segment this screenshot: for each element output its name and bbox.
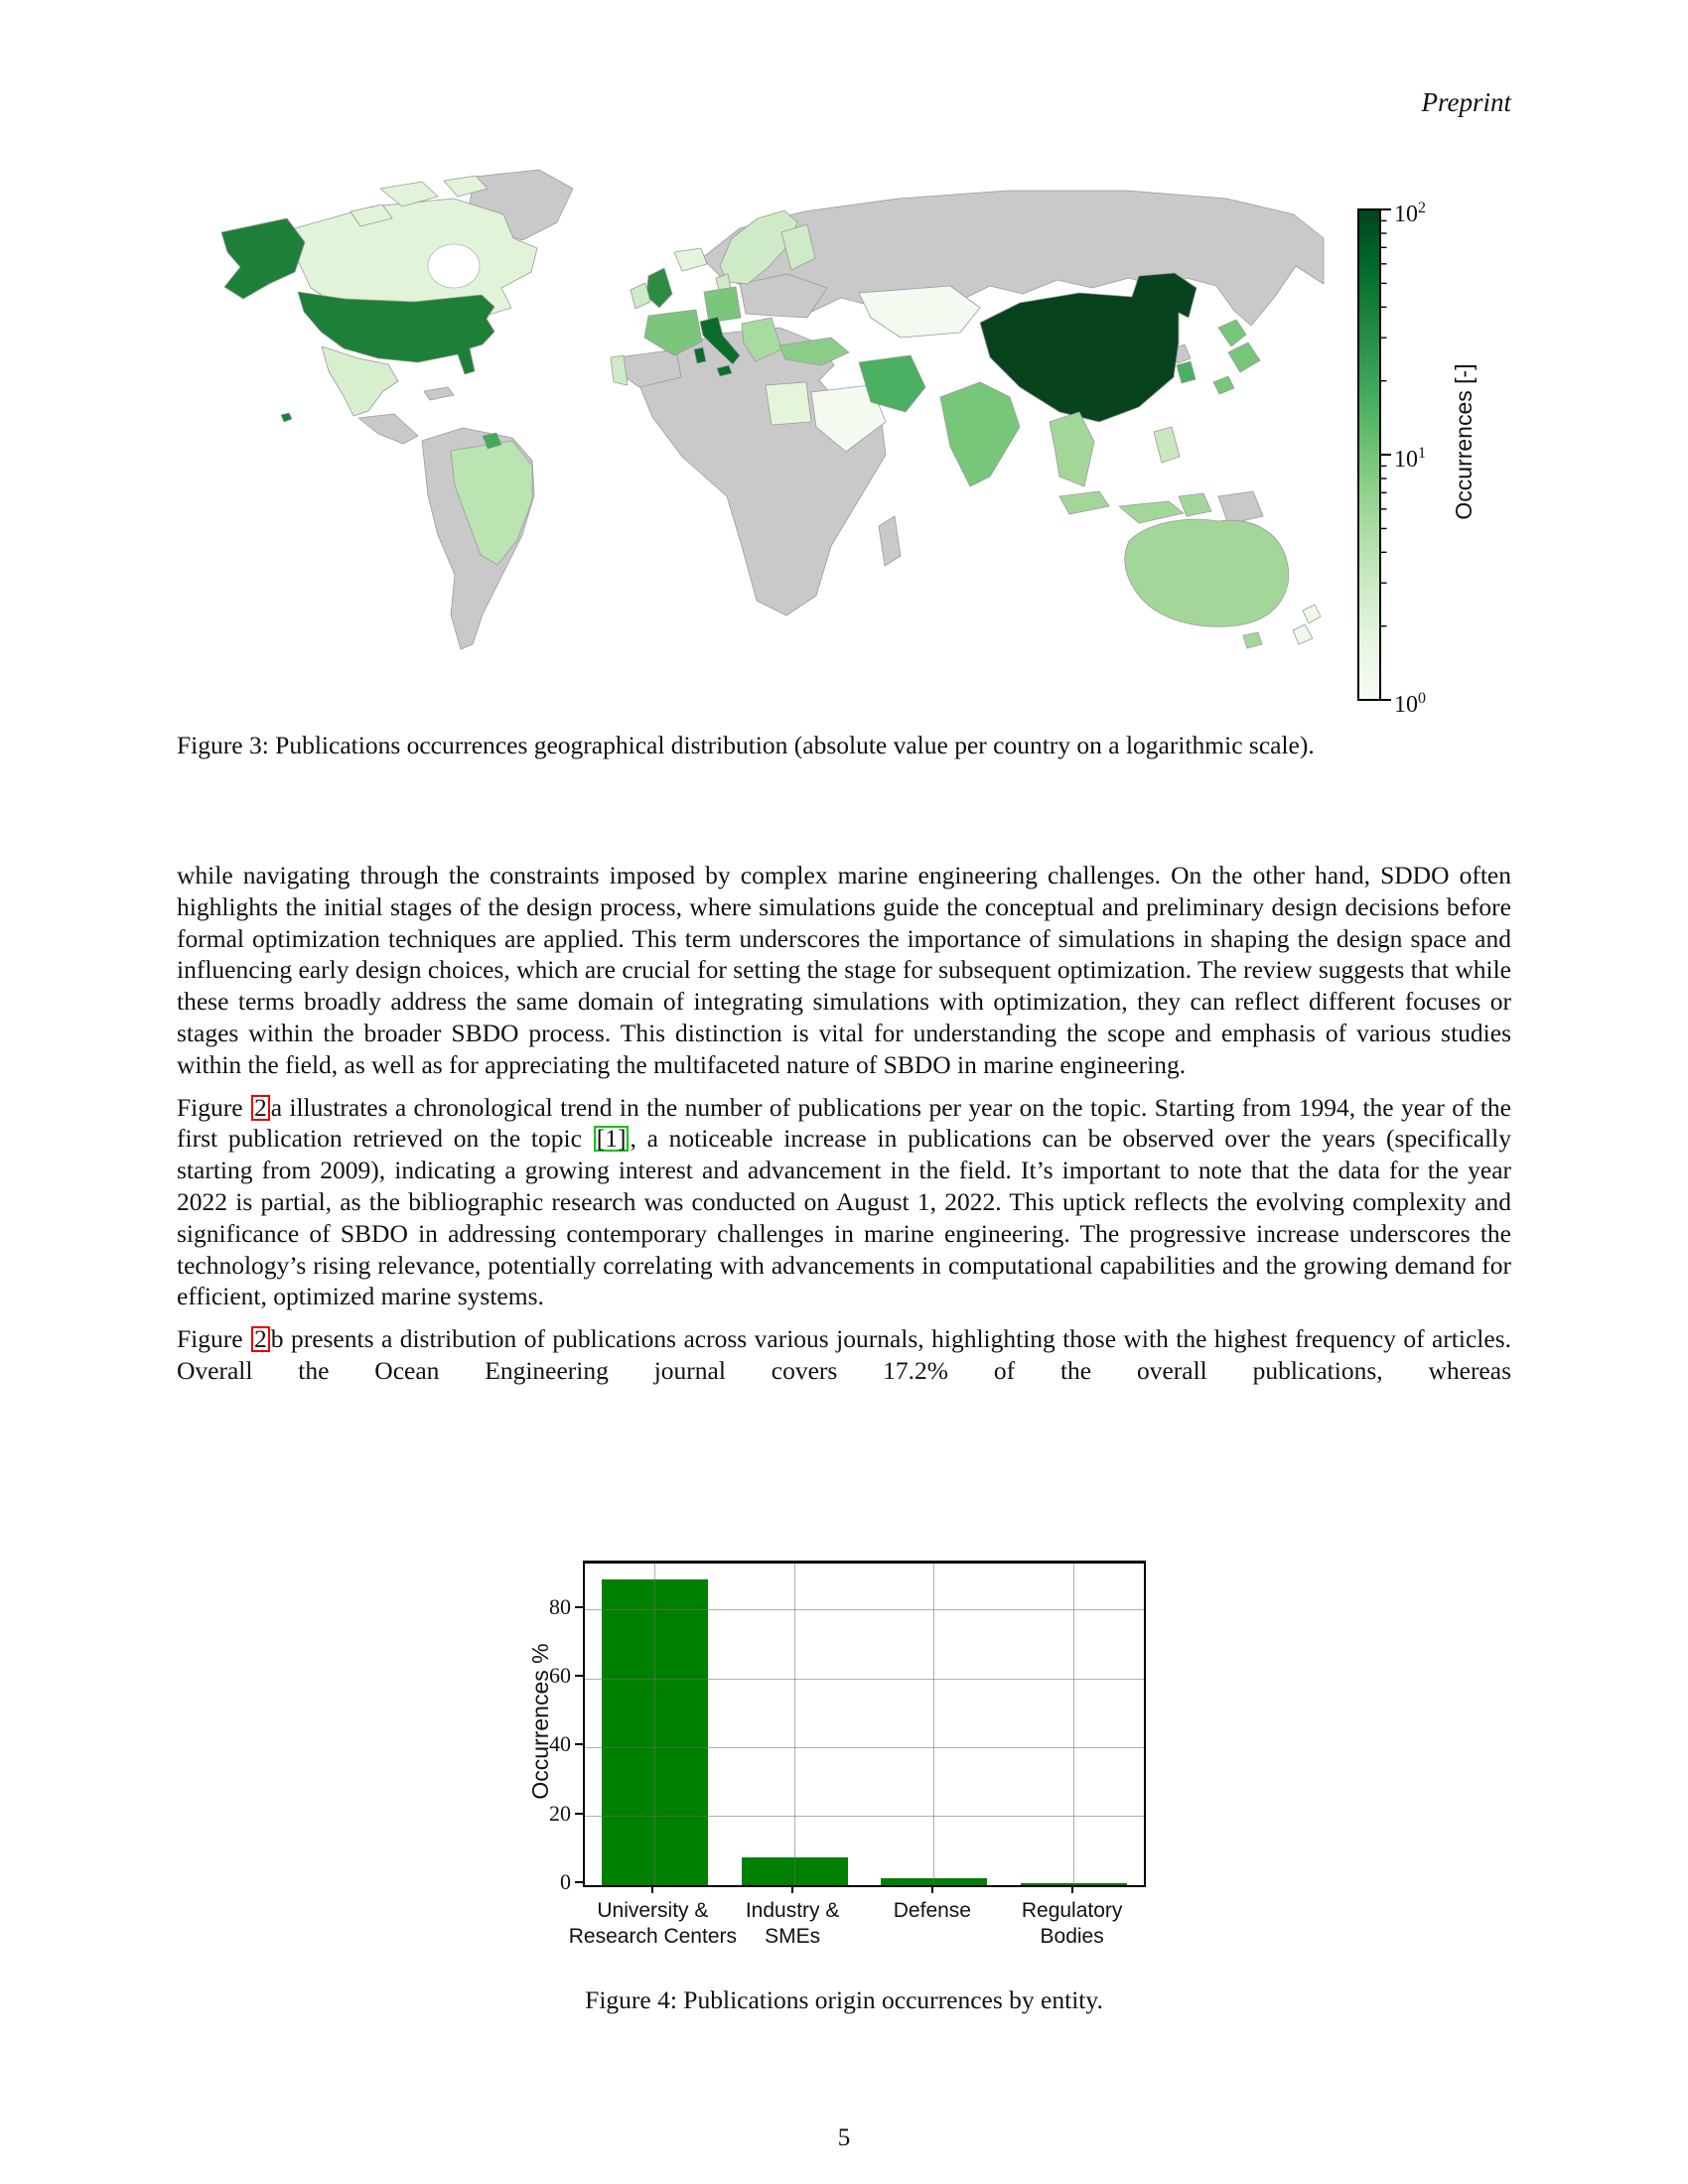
country-china	[980, 273, 1196, 422]
body-text	[177, 860, 1511, 1398]
x-tick-mark	[1071, 1884, 1073, 1893]
y-tick-label: 80	[549, 1593, 571, 1619]
figure3-caption: Figure 3: Publications occurrences geographical distribution (absolute value per country on a logarithmic scale).	[177, 731, 1315, 759]
v-gridline	[654, 1564, 655, 1885]
figure4-bar-chart	[437, 1549, 1211, 1976]
region-caribbean	[424, 387, 454, 400]
paragraph-1: while navigating through the constraints imposed by complex marine engineering challenges. On the other hand, SDDO often highlights the initial stages of the design process, where simulations guide the conceptual and preliminary design decisions before formal optimization techniques are applied. This term underscores the importance of simulations in shaping the design space and influencing early design choices, which are crucial for setting the stage for subsequent optimization. The review suggests that while these terms broadly address the same domain of integrating simulations with optimization, they can reflect different focuses or stages within the broader SBDO process. This distinction is vital for understanding the scope and emphasis of various studies within the field, as well as for appreciating the multifaceted nature of SBDO in marine engineering.	[177, 861, 1511, 1079]
country-usa-alaska	[221, 218, 305, 299]
y-tick-mark	[575, 1813, 583, 1815]
country-philippines	[1154, 427, 1180, 463]
bar-chart-plot-area	[583, 1561, 1146, 1887]
h-gridline	[585, 1816, 1144, 1817]
figure2b-ref-prefix: Figure	[177, 1324, 251, 1354]
colorbar-tick-100: $10^2$	[1394, 200, 1426, 227]
colorbar-tick-1: $10^0$	[1394, 690, 1426, 718]
country-egypt	[766, 382, 811, 425]
y-tick-mark	[575, 1743, 583, 1745]
paragraph-3	[177, 1323, 1511, 1387]
y-tick-mark	[575, 1675, 583, 1677]
country-india	[940, 382, 1020, 486]
x-tick-mark	[931, 1884, 933, 1893]
y-axis-label: Occurrences %	[527, 1643, 553, 1800]
region-se-asia	[1050, 412, 1094, 486]
figure4-caption: Figure 4: Publications origin occurrences by entity.	[585, 1985, 1103, 2014]
x-tick-mark	[791, 1884, 793, 1893]
h-gridline	[585, 1747, 1144, 1748]
colorbar-ticks	[1380, 209, 1391, 700]
citation-1-link[interactable]: [1]	[594, 1126, 630, 1152]
page-number: 5	[837, 2124, 851, 2151]
country-south-korea	[1177, 361, 1196, 383]
paragraph-3-text: b presents a distribution of publications across various journals, highlighting those with the highest frequency of articles. Overall the Ocean Engineering journal covers 17.2% of the overall publications, whereas	[177, 1324, 1511, 1385]
running-header: Preprint	[1421, 87, 1511, 117]
x-category-label: Industry & SMEs	[745, 1899, 840, 1948]
v-gridline	[1073, 1564, 1074, 1885]
hudson-bay	[428, 244, 480, 288]
colorbar-axis-label: Occurrences [-]	[1451, 363, 1477, 520]
country-iceland	[674, 248, 707, 271]
v-gridline	[933, 1564, 934, 1885]
figure2b-ref-link[interactable]: 2	[251, 1326, 270, 1352]
v-gridline	[794, 1564, 795, 1885]
y-tick-label: 20	[549, 1800, 571, 1826]
colorbar-tick-10: $10^1$	[1394, 445, 1426, 473]
paragraph-2-text-end: , a noticeable increase in publications can be observed over the years (specifically starting from 2009), indicating a growing interest and advancement in the field. It’s important to note that the data for the year 2022 is partial, as the bibliographic research was conducted on August 1, 2022. This uptick reflects the evolving complexity and significance of SBDO in addressing contemporary challenges in marine engineering. The progressive increase underscores the technology’s rising relevance, potentially correlating with advancements in computational capabilities and the growing demand for efficient, optimized marine systems.	[177, 1124, 1511, 1311]
y-tick-label: 0	[560, 1869, 571, 1894]
figure2a-ref-link[interactable]: 2	[251, 1095, 270, 1121]
paragraph-2	[177, 1092, 1511, 1313]
x-category-label: Defense	[893, 1899, 971, 1922]
world-map-svg	[184, 167, 1326, 658]
x-tick-mark	[651, 1884, 653, 1893]
country-new-zealand	[1293, 605, 1321, 644]
figure3-world-map	[184, 167, 1326, 658]
h-gridline	[585, 1609, 1144, 1610]
colorbar-gradient	[1358, 209, 1380, 700]
country-madagascar	[879, 516, 901, 566]
region-central-america	[358, 414, 418, 444]
y-tick-label: 40	[549, 1731, 571, 1757]
h-gridline	[585, 1679, 1144, 1680]
y-tick-label: 60	[549, 1663, 571, 1689]
country-australia	[1125, 519, 1289, 648]
country-indonesia	[1059, 491, 1211, 523]
country-japan	[1213, 320, 1260, 394]
y-tick-mark	[575, 1606, 583, 1608]
paragraph-2-text: a illustrates a chronological trend in the number of publications per year on the topic. Starting from 1994, the year of the first publication retrieved on the topic	[177, 1092, 1511, 1154]
figure2a-ref-prefix: Figure	[177, 1092, 250, 1122]
x-category-label: Regulatory Bodies	[1021, 1899, 1123, 1948]
country-papua	[1218, 491, 1263, 524]
country-usa-hawaii	[281, 413, 292, 422]
y-tick-mark	[575, 1881, 583, 1883]
x-category-label: University & Research Centers	[568, 1899, 737, 1948]
country-germany	[704, 287, 741, 323]
